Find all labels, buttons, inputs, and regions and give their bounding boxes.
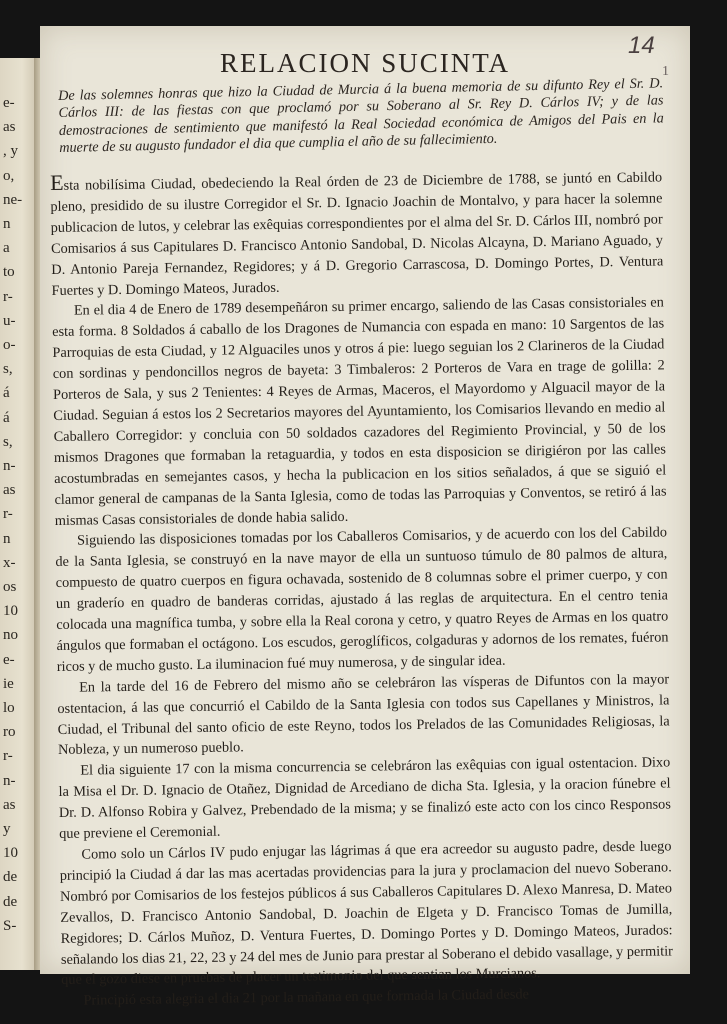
page-subtitle: De las solemnes honras que hizo la Ciudad de Murcia á la buena memoria de su difunto Rey el Sr. D. Cárlos III: de las fiestas con que proclamó por su Soberano al Sr. Rey D. Cárlos IV; y de las demostraciones de sentimiento que manifestó la Real Sociedad económica de Amigos del Pais en la muerte de su augusto fundador el dia que cumplia el año de su fallecimiento. — [58, 75, 664, 157]
left-page-fragment: ie — [3, 675, 14, 692]
paragraph: El dia siguiente 17 con la misma concurrencia se celebráron las exêquias con igual ostentacion. Dixo la Misa el Dr. D. Ignacio de Otañez, Dignidad de Arcediano de dicha Sta. Iglesia, y la oracion fúnebre el Dr. D. Alfonso Robira y Galvez, Prebendado de la misma; y se finalizó este acto con los cinco Responsos que previene el Ceremonial. — [58, 754, 671, 843]
left-page-fragment: os — [3, 579, 17, 595]
left-page-fragment: to — [3, 264, 15, 281]
paragraph-text: sta nobilísima Ciudad, obedeciendo la Real órden de 23 de Diciembre de 1788, se juntó en Cabildo pleno, presidido de su ilustre Corregidor el Sr. D. Ignacio Joachin de Montalvo, y para hacer la solemne publicacion de lutos, y celebrar las exêquias correspondientes por el alma del Sr. D. Cárlos III, nombró por Comisarios á sus Capitulares D. Francisco Antonio Sandobal, D. Nicolas Alcayna, D. Mariano Aguado, y D. Antonio Pareja Fernandez, Regidores; y á D. Gregorio Carrascosa, D. Domingo Portes, D. Ventura Fuertes y D. Domingo Mateos, Jurados. — [50, 169, 664, 299]
left-page-fragment: 10 — [3, 603, 18, 620]
drop-cap: E — [49, 169, 64, 195]
left-page-fragment: 10 — [3, 845, 18, 862]
left-page-fragment: o- — [3, 337, 16, 353]
paragraph: Principió esta alegria el dia 21 por la mañana en que formada la Ciudad desde — [83, 986, 530, 1009]
left-page-fragment: y — [3, 821, 11, 837]
left-page-fragment: e- — [3, 95, 15, 111]
left-page-fragment: de — [3, 869, 18, 886]
left-page-fragment: x- — [3, 554, 16, 571]
left-page-fragment: r- — [3, 748, 13, 765]
left-page-fragment: n — [3, 216, 11, 232]
left-page-fragment: r- — [3, 288, 13, 305]
left-page-fragment: s, — [3, 433, 13, 450]
left-page-fragment: S- — [3, 917, 17, 934]
left-page-fragment: , y — [3, 143, 18, 160]
left-page-fragment: r- — [3, 506, 13, 523]
left-page-fragment: s, — [3, 361, 13, 378]
left-page-fragment: n- — [3, 458, 16, 474]
paragraph: En la tarde del 16 de Febrero del mismo año se celebráron las vísperas de Difuntos con la mayor ostentacion, á las que concurrió el Cabildo de la Santa Iglesia con todos sus Capellanes y Ministros, la Ciudad, el Tribunal del santo oficio de este Reyno, todos los Prelados de las Comunidades Religiosas, la Nobleza, y un numeroso pueblo. — [57, 671, 670, 759]
left-page-fragment: de — [3, 893, 18, 910]
corner-mark: 1 — [662, 64, 669, 79]
left-page-fragment: u- — [3, 312, 16, 329]
left-page-fragment: o, — [3, 167, 15, 184]
folio-number: 14 — [628, 32, 655, 59]
left-page-fragment: a — [3, 240, 10, 257]
left-page-fragment: ne- — [3, 191, 23, 208]
body-text — [50, 167, 674, 1012]
paragraph: Como solo un Cárlos IV pudo enjugar las lágrimas á que era acreedor su augusto padre, desde luego principió la Ciudad á dar las mas acertadas providencias para la jura y proclamacion del nuevo Soberano. Nombró por Comisarios de los festejos públicos á sus Caballeros Capitulares D. Alexo Manresa, D. Mateo Zevallos, D. Francisco Antonio Sandobal, D. Joachin de Elgeta y D. Francisco Tomas de Jumilla, Regidores; D. Cárlos Muñoz, D. Ventura Fuertes, D. Domingo Portes y D. Domingo Mateos, Jurados: señalando los dias 21, 22, 23 y 24 del mes de Junio para prestar al Soberano el debido vasallage, y permitir que el gozo diese en pruebas de placer un testimonio del que sentian los Murcianos. — [59, 838, 673, 989]
left-page-fragment: as — [3, 119, 16, 136]
left-page-fragment: á — [3, 409, 10, 426]
left-page-fragment: á — [3, 385, 10, 402]
left-page-edge — [0, 58, 37, 970]
left-page-fragment: as — [3, 482, 16, 499]
left-page-fragment: e- — [3, 651, 15, 668]
paragraph: En el dia 4 de Enero de 1789 desempeñáron su primer encargo, saliendo de las Casas consistoriales en esta forma. 8 Soldados á caballo de los Dragones de Numancia con espada en mano: 10 Sargentos de las Parroquias de esta Ciudad, y 12 Alguaciles unos y otros á pie: luego seguian los 2 Clarineros de la Ciudad con sordinas y pendoncillos negros de bayeta: 3 Timbaleros: 2 Porteros de Vara en trage de golilla: 2 Porteros de Sala, y sus 2 Tenientes: 4 Reyes de Armas, Maceros, el Mayordomo y Alguacil mayor de la Ciudad. Seguian á estos los 2 Secretarios mayores del Ayuntamiento, los Comisarios llevando en medio al Caballero Corregidor: y concluia con 50 soldados cazadores del Regimiento Provincial, y 50 de los mismos Dragones que formaban la retaguardia, y todos en esta disposicion se dirigiéron por las calles acostumbradas en semejantes casos, y hecha la publicacion en los sitios señalados, á que se siguió el clamor general de campanas de la Santa Iglesia, como de todas las Parroquias y Conventos, se retiró á las mismas Casas consistoriales de donde habia salido. — [52, 294, 667, 529]
paragraph — [50, 167, 664, 301]
paragraph: Siguiendo las disposiciones tomadas por los Caballeros Comisarios, y de acuerdo con los del Cabildo de la Santa Iglesia, se construyó en la nave mayor de ella un suntuoso túmulo de 80 palmos de altura, compuesto de quatro cuerpos en figura ochavada, sostenido de 8 columnas sobre el primer cuerpo, y con un graderío en quadro de banderas corridas, ajustado á las reglas de arquitectura. En el centro tenia colocada una magnífica tumba, y sobre ella la Real corona y cetro, y quatro Reyes de Armas en los quatro ángulos que formaban el octágono. Los escudos, geroglíficos, colgaduras y adornos de los remates, fuéron ricos y de mucho gusto. La iluminacion fué muy numerosa, y de singular idea. — [55, 524, 669, 675]
left-page-fragment: ro — [3, 724, 16, 741]
left-page-fragment: n- — [3, 772, 16, 789]
document-page — [40, 26, 690, 1009]
page-title: RELACION SUCINTA — [219, 48, 511, 78]
left-page-fragment: no — [3, 627, 18, 644]
left-page-fragment: as — [3, 796, 16, 813]
left-page-fragment: n — [3, 530, 11, 547]
left-page-fragment: lo — [3, 700, 15, 716]
